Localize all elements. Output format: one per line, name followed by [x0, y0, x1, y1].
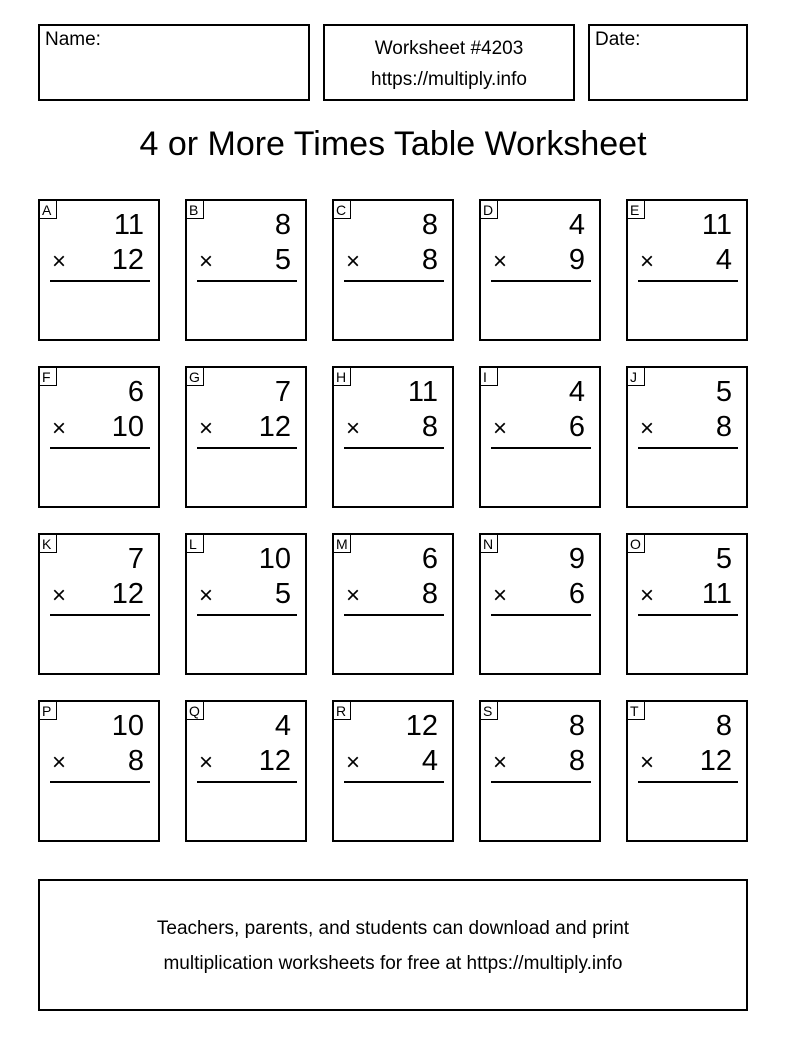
multiply-sign: ×: [640, 749, 655, 776]
problem-card-o[interactable]: [626, 533, 748, 675]
multiplier: 5: [274, 244, 291, 276]
problem-label: S: [480, 701, 498, 720]
answer-line: [50, 447, 150, 449]
multiplicand: 11: [407, 376, 438, 408]
multiplicand: 9: [568, 543, 585, 575]
multiply-sign: ×: [199, 415, 214, 442]
multiplicand: 4: [568, 209, 585, 241]
problem-card-g[interactable]: [185, 366, 307, 508]
problem-card-t[interactable]: [626, 700, 748, 842]
answer-line: [344, 447, 444, 449]
multiplier: 8: [421, 411, 438, 443]
multiplier: 12: [111, 244, 144, 276]
problem-card-c[interactable]: [332, 199, 454, 341]
problem-label: K: [39, 534, 57, 553]
worksheet-info-box: [323, 24, 575, 101]
problem-card-n[interactable]: [479, 533, 601, 675]
multiplier: 10: [111, 411, 144, 443]
worksheet-url[interactable]: https://multiply.info: [371, 69, 527, 90]
multiply-sign: ×: [640, 582, 655, 609]
problem-card-i[interactable]: [479, 366, 601, 508]
problem-label: D: [480, 200, 498, 219]
multiplicand: 6: [127, 376, 144, 408]
multiplicand: 5: [715, 376, 732, 408]
multiplicand: 12: [405, 710, 438, 742]
multiplicand: 11: [701, 209, 732, 241]
answer-line: [491, 280, 591, 282]
problem-card-s[interactable]: [479, 700, 601, 842]
multiplier: 12: [699, 745, 732, 777]
problem-label: E: [627, 200, 645, 219]
problem-card-k[interactable]: [38, 533, 160, 675]
problem-card-f[interactable]: [38, 366, 160, 508]
problem-card-l[interactable]: [185, 533, 307, 675]
answer-line: [344, 280, 444, 282]
problem-card-d[interactable]: [479, 199, 601, 341]
problem-label: B: [186, 200, 204, 219]
multiplier: 12: [258, 411, 291, 443]
multiplier: 8: [568, 745, 585, 777]
multiplier: 6: [568, 411, 585, 443]
date-field[interactable]: [588, 24, 748, 101]
multiply-sign: ×: [199, 582, 214, 609]
answer-line: [638, 447, 738, 449]
problem-label: M: [333, 534, 351, 553]
problem-label: P: [39, 701, 57, 720]
multiplier: 8: [421, 244, 438, 276]
problem-card-b[interactable]: [185, 199, 307, 341]
multiply-sign: ×: [346, 749, 361, 776]
multiplicand: 7: [274, 376, 291, 408]
multiplicand: 6: [421, 543, 438, 575]
answer-line: [491, 614, 591, 616]
problem-label: L: [186, 534, 204, 553]
multiplicand: 8: [421, 209, 438, 241]
name-field[interactable]: [38, 24, 310, 101]
multiplicand: 11: [113, 209, 144, 241]
multiplicand: 8: [568, 710, 585, 742]
multiplicand: 4: [568, 376, 585, 408]
problem-card-e[interactable]: [626, 199, 748, 341]
problem-label: F: [39, 367, 57, 386]
problem-card-m[interactable]: [332, 533, 454, 675]
answer-line: [638, 280, 738, 282]
multiplier: 8: [715, 411, 732, 443]
multiplicand: 8: [274, 209, 291, 241]
footer-line-2: multiplication worksheets for free at https://multiply.info: [163, 953, 623, 974]
multiply-sign: ×: [199, 749, 214, 776]
answer-line: [491, 447, 591, 449]
problem-card-r[interactable]: [332, 700, 454, 842]
answer-line: [197, 781, 297, 783]
answer-line: [638, 614, 738, 616]
problem-label: N: [480, 534, 498, 553]
problem-label: J: [627, 367, 645, 386]
problem-label: C: [333, 200, 351, 219]
multiplier: 5: [274, 578, 291, 610]
problem-label: R: [333, 701, 351, 720]
multiplier: 8: [127, 745, 144, 777]
problem-label: I: [480, 367, 498, 386]
problem-label: A: [39, 200, 57, 219]
multiply-sign: ×: [493, 248, 508, 275]
footer-line-1: Teachers, parents, and students can download and print: [156, 918, 630, 939]
multiplier: 12: [258, 745, 291, 777]
problem-label: Q: [186, 701, 204, 720]
problem-label: H: [333, 367, 351, 386]
multiplicand: 10: [258, 543, 291, 575]
answer-line: [344, 781, 444, 783]
footer-box: [38, 879, 748, 1011]
answer-line: [197, 614, 297, 616]
problem-card-a[interactable]: [38, 199, 160, 341]
problem-label: O: [627, 534, 645, 553]
multiply-sign: ×: [52, 248, 67, 275]
answer-line: [197, 447, 297, 449]
multiplicand: 5: [715, 543, 732, 575]
multiplicand: 4: [274, 710, 291, 742]
multiply-sign: ×: [346, 415, 361, 442]
worksheet-number: Worksheet #4203: [374, 38, 524, 59]
multiply-sign: ×: [52, 749, 67, 776]
multiply-sign: ×: [640, 415, 655, 442]
multiplier: 9: [568, 244, 585, 276]
problem-card-p[interactable]: [38, 700, 160, 842]
multiply-sign: ×: [199, 248, 214, 275]
multiply-sign: ×: [52, 582, 67, 609]
multiplier: 4: [715, 244, 732, 276]
answer-line: [638, 781, 738, 783]
problem-card-h[interactable]: [332, 366, 454, 508]
multiplier: 6: [568, 578, 585, 610]
multiplier: 4: [421, 745, 438, 777]
answer-line: [197, 280, 297, 282]
answer-line: [491, 781, 591, 783]
name-label: Name:: [45, 29, 101, 50]
date-label: Date:: [595, 29, 641, 50]
multiplicand: 7: [127, 543, 144, 575]
multiply-sign: ×: [52, 415, 67, 442]
problem-card-j[interactable]: [626, 366, 748, 508]
problem-label: G: [186, 367, 204, 386]
multiplicand: 10: [111, 710, 144, 742]
answer-line: [344, 614, 444, 616]
multiply-sign: ×: [493, 749, 508, 776]
multiplier: 12: [111, 578, 144, 610]
answer-line: [50, 280, 150, 282]
answer-line: [50, 781, 150, 783]
problem-label: T: [627, 701, 645, 720]
multiplier: 8: [421, 578, 438, 610]
problem-card-q[interactable]: [185, 700, 307, 842]
multiply-sign: ×: [493, 415, 508, 442]
page-title: 4 or More Times Table Worksheet: [139, 125, 647, 163]
multiply-sign: ×: [640, 248, 655, 275]
multiply-sign: ×: [493, 582, 508, 609]
multiplier: 11: [701, 578, 732, 610]
multiplicand: 8: [715, 710, 732, 742]
multiply-sign: ×: [346, 248, 361, 275]
multiply-sign: ×: [346, 582, 361, 609]
answer-line: [50, 614, 150, 616]
